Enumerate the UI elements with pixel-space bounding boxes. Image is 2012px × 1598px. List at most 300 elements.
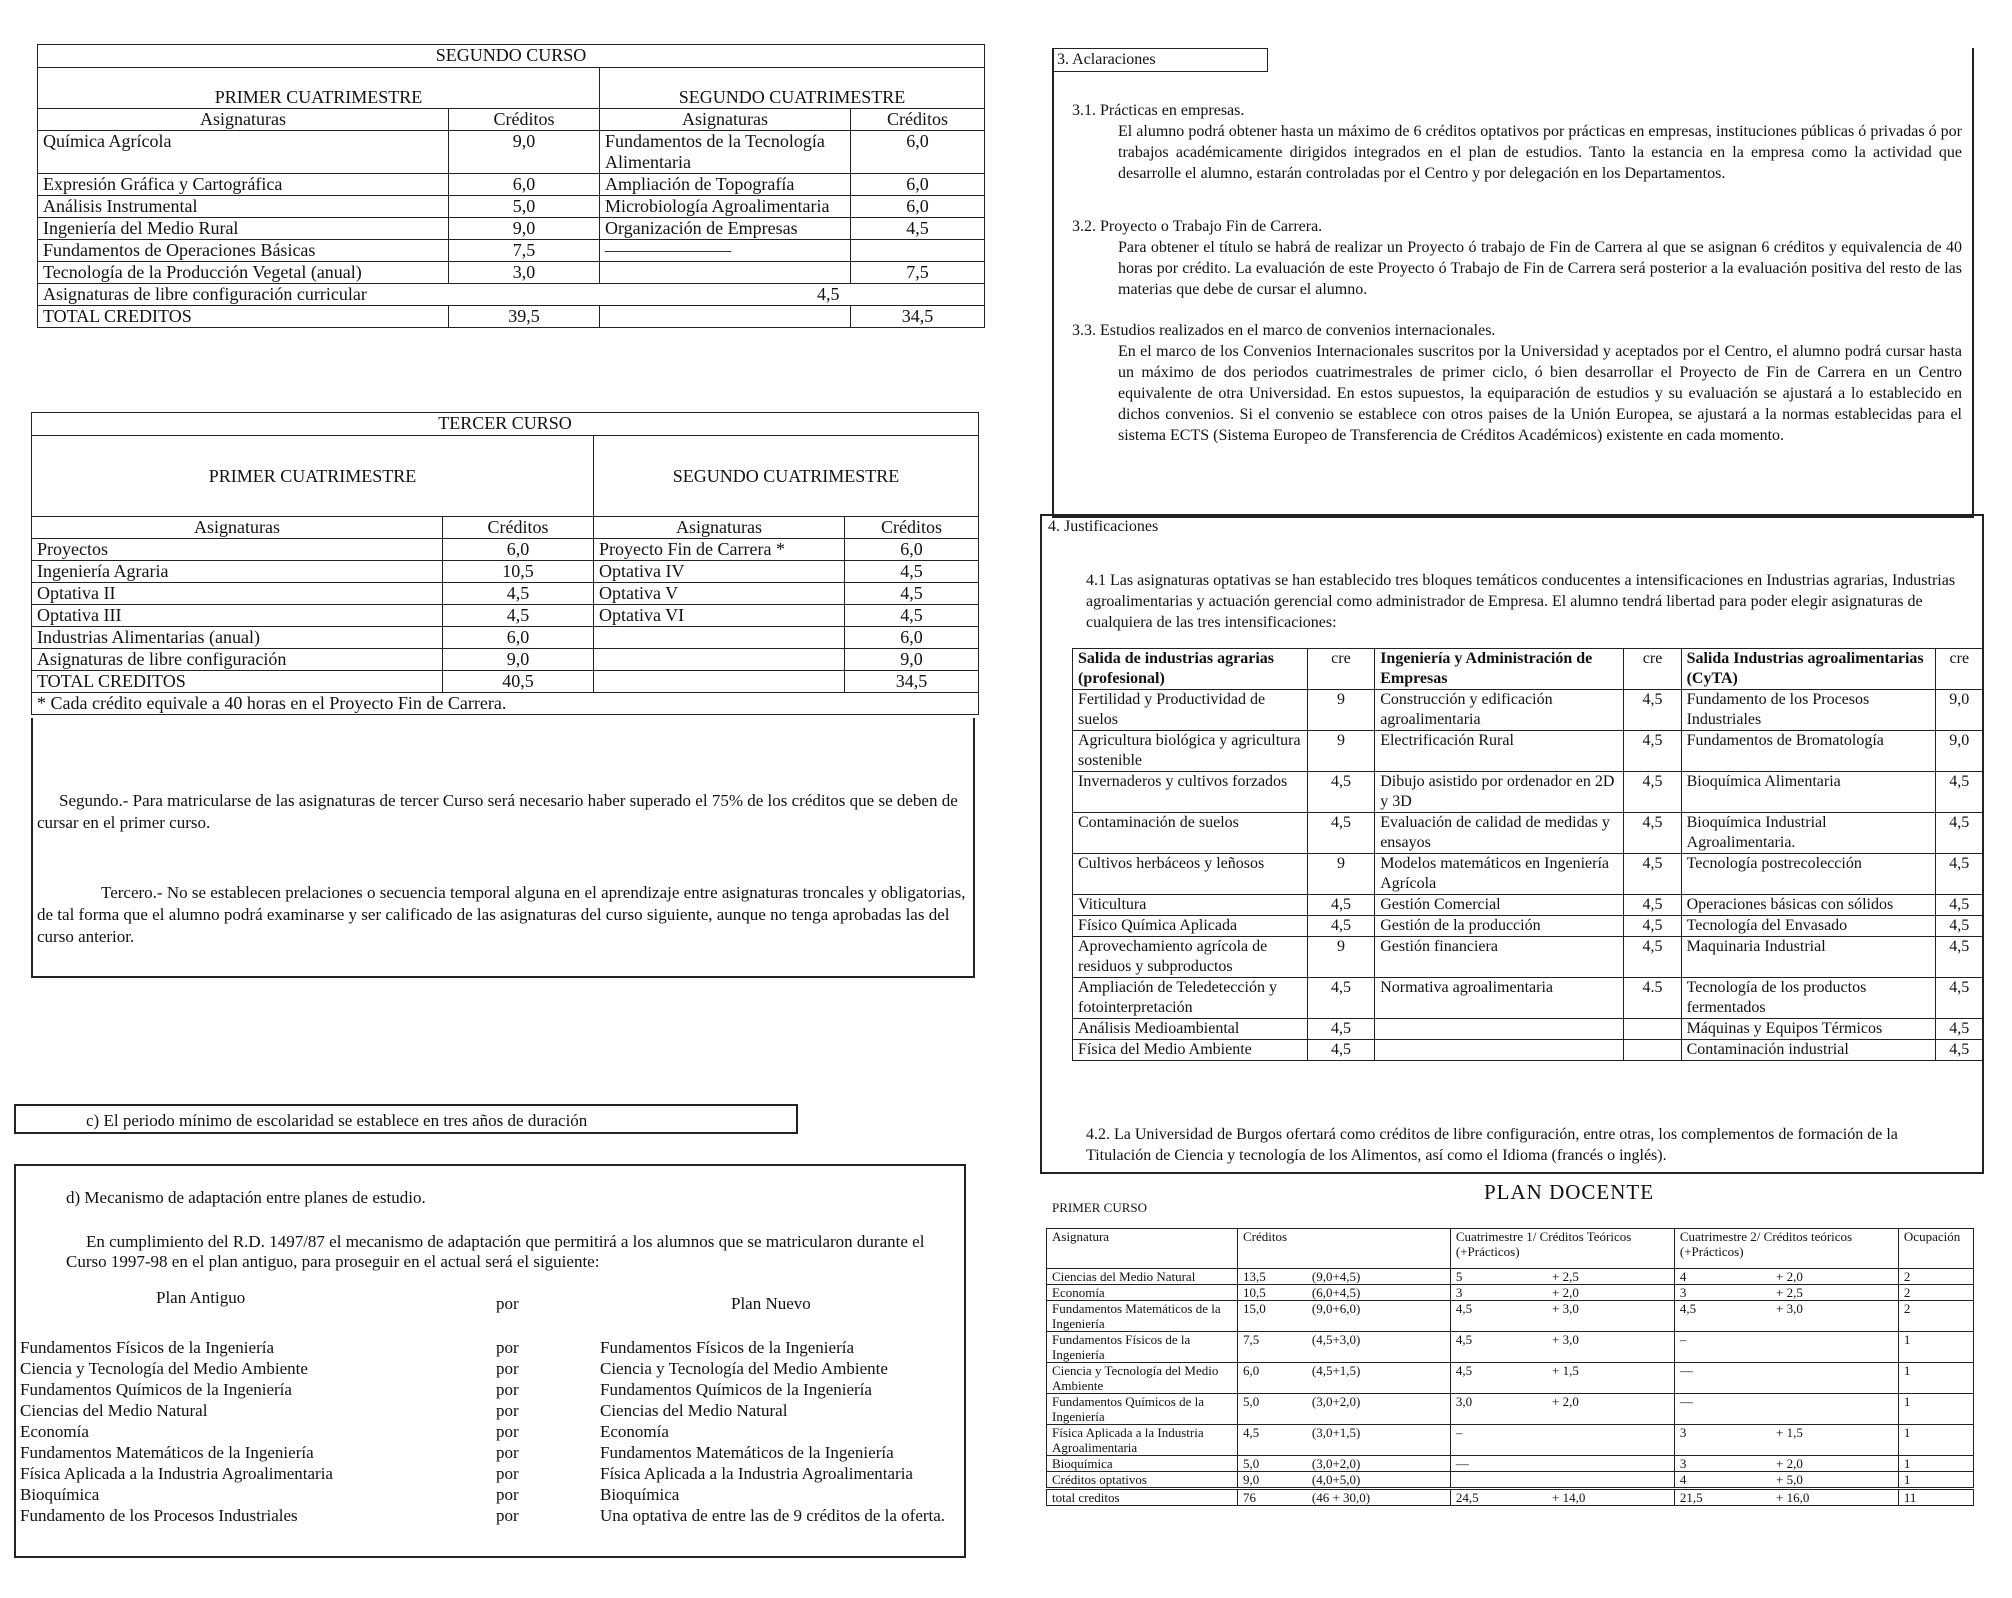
subject-credits: 4,5 — [851, 218, 985, 240]
periodo-text: c) El periodo mínimo de escolaridad se establece en tres años de duración — [86, 1111, 588, 1130]
subject-cell: Operaciones básicas con sólidos — [1681, 895, 1935, 916]
aclaracion-item — [1072, 216, 1962, 300]
aclaracion-body: Para obtener el título se habrá de realizar un Proyecto ó trabajo de Fin de Carrera al que se asignan 6 créditos y equivalencia de 40 horas por crédito. La evaluación de este Proyecto ó Trabajo de Fin de Carrera será posterior a la evaluación positiva del resto de las materias que debe de cursar el alumno. — [1118, 239, 1962, 298]
subject-name: Fundamentos de Operaciones Básicas — [38, 240, 449, 262]
segundo-paragraph: Segundo.- Para matricularse de las asignaturas de tercer Curso será necesario haber superado el 75% de los créditos que se deben de cursar en el primer curso. — [37, 791, 958, 832]
value-cell: 7,5 — [1238, 1332, 1307, 1363]
subject-name: Ingeniería Agraria — [32, 561, 443, 583]
aclaracion-body: En el marco de los Convenios Internacionales suscritos por la Universidad y aceptados por el Centro, el alumno podrá cursar hasta un máximo de dos periodos cuatrimestrales de primer ciclo, ó bien desarrollar el Proyecto de Fin de Carrera en un Centro equivalente de otra Universidad. En estos supuestos, la equiparación de estudios y su evaluación se ajustará a lo establecido en dichos convenios. Si el convenio se establece con otros paises de la Unión Europea, se ajustará a la normas establecidas para el sistema ECTS (Sistema Europeo de Transferencia de Créditos Académicos) existente en cada momento. — [1118, 343, 1962, 444]
subject-name: Optativa III — [32, 605, 443, 627]
segundo-left-head: PRIMER CUATRIMESTRE — [38, 68, 600, 109]
value-cell: + 2,0 — [1547, 1394, 1674, 1425]
value-cell: 1 — [1898, 1394, 1973, 1425]
value-cell — [1547, 1425, 1674, 1456]
plan-antiguo-item: Ciencia y Tecnología del Medio Ambiente — [20, 1359, 308, 1378]
value-cell: (3,0+2,0) — [1307, 1394, 1451, 1425]
value-cell: — — [1450, 1456, 1547, 1472]
value-cell: 15,0 — [1238, 1301, 1307, 1332]
value-cell: (4,5+3,0) — [1307, 1332, 1451, 1363]
table-row — [1047, 1269, 1974, 1285]
table-row — [38, 262, 985, 284]
credit-cell: 4,5 — [1307, 895, 1375, 916]
value-cell: (4,5+1,5) — [1307, 1363, 1451, 1394]
table-row — [1073, 772, 1984, 813]
table-row — [1047, 1301, 1974, 1332]
subject-cell: Maquinaria Industrial — [1681, 937, 1935, 978]
subject-name: Química Agrícola — [38, 131, 449, 174]
subject-name: Asignaturas de libre configuración — [32, 649, 443, 671]
plan-nuevo-item: Fundamentos Físicos de la Ingeniería — [600, 1338, 855, 1357]
libre-row — [38, 284, 985, 306]
value-cell: 6,0 — [1238, 1363, 1307, 1394]
table-row — [1073, 690, 1984, 731]
value-cell: + 2,0 — [1771, 1456, 1898, 1472]
value-cell: 5 — [1450, 1269, 1547, 1285]
table-row — [38, 218, 985, 240]
value-cell — [1547, 1456, 1674, 1472]
list-item — [20, 1443, 960, 1464]
table-row — [32, 539, 979, 561]
subject-cell: Ampliación de Teledetección y fotointerpretación — [1073, 978, 1308, 1019]
credit-cell: 4,5 — [1935, 978, 1983, 1019]
value-cell: + 2,0 — [1771, 1269, 1898, 1285]
credit-cell: 4,5 — [1624, 854, 1681, 895]
credit-cell: 9 — [1307, 731, 1375, 772]
list-item — [20, 1338, 960, 1359]
subject-cell: Fundamentos Matemáticos de la Ingeniería — [1047, 1301, 1238, 1332]
credit-cell: 4,5 — [1935, 854, 1983, 895]
plan-nuevo-item: Fundamentos Químicos de la Ingeniería — [600, 1380, 872, 1399]
value-cell: 24,5 — [1450, 1489, 1547, 1506]
table-row — [38, 240, 985, 262]
subject-name: Ampliación de Topografía — [600, 174, 851, 196]
value-cell: + 1,5 — [1771, 1425, 1898, 1456]
value-cell — [1771, 1332, 1898, 1363]
value-cell: + 3,0 — [1771, 1301, 1898, 1332]
plan-docente-subtitle: PRIMER CURSO — [1052, 1200, 1147, 1215]
subject-credits: 6,0 — [851, 174, 985, 196]
value-cell: (6,0+4,5) — [1307, 1285, 1451, 1301]
subject-cell: Aprovechamiento agrícola de residuos y subproductos — [1073, 937, 1308, 978]
subject-cell: Contaminación industrial — [1681, 1040, 1935, 1061]
value-cell: (46 + 30,0) — [1307, 1489, 1451, 1506]
subject-name: Fundamentos de la Tecnología Alimentaria — [600, 131, 851, 174]
subject-name: Optativa VI — [594, 605, 845, 627]
column-header: Salida de industrias agrarias (profesional) — [1073, 649, 1308, 690]
credit-cell: 9 — [1307, 690, 1375, 731]
subject-cell: Construcción y edificación agroalimentaria — [1375, 690, 1624, 731]
justificaciones-intro: 4.1 Las asignaturas optativas se han establecido tres bloques temáticos conducentes a intensificaciones en Industrias agrarias, Industrias agroalimentarias y actuación gerencial como administrador de Empresa. El alumno tendrá libertad para poder elegir asignaturas de cualquiera de las tres intensificaciones: — [1086, 572, 1956, 631]
segundo-right-head: SEGUNDO CUATRIMESTRE — [600, 68, 985, 109]
plan-antiguo-item: Economía — [20, 1422, 89, 1441]
footnote: * Cada crédito equivale a 40 horas en el Proyecto Fin de Carrera. — [32, 693, 979, 715]
value-cell: 4,5 — [1450, 1332, 1547, 1363]
list-item — [20, 1359, 960, 1380]
value-cell: 1 — [1898, 1456, 1973, 1472]
value-cell: 11 — [1898, 1489, 1973, 1506]
table-row — [38, 196, 985, 218]
subject-cell: Gestión de la producción — [1375, 916, 1624, 937]
list-item — [20, 1464, 960, 1485]
credit-cell: 4,5 — [1935, 1019, 1983, 1040]
subject-cell: Economía — [1047, 1285, 1238, 1301]
value-cell: 3 — [1674, 1425, 1771, 1456]
subject-credits: 6,0 — [443, 539, 594, 561]
subject-cell: Contaminación de suelos — [1073, 813, 1308, 854]
table-row — [1073, 937, 1984, 978]
list-item — [20, 1422, 960, 1443]
subject-name: Optativa IV — [594, 561, 845, 583]
subject-cell: Máquinas y Equipos Térmicos — [1681, 1019, 1935, 1040]
value-cell: – — [1674, 1332, 1771, 1363]
subject-credits: 4,5 — [443, 583, 594, 605]
subject-credits: 6,0 — [845, 539, 979, 561]
plan-antiguo-item: Ciencias del Medio Natural — [20, 1401, 208, 1420]
subject-name: Optativa V — [594, 583, 845, 605]
table-row — [1047, 1332, 1974, 1363]
aclaraciones-title: 3. Aclaraciones — [1052, 48, 1268, 72]
value-cell — [1547, 1472, 1674, 1489]
subject-cell: Fundamentos Químicos de la Ingeniería — [1047, 1394, 1238, 1425]
table-row — [1073, 978, 1984, 1019]
subject-cell: Agricultura biológica y agricultura sostenible — [1073, 731, 1308, 772]
table-row — [1073, 916, 1984, 937]
credit-cell: 4,5 — [1307, 813, 1375, 854]
subject-credits: 4,5 — [845, 561, 979, 583]
segundo-curso-title: SEGUNDO CURSO — [38, 45, 985, 68]
col-asignaturas: Asignaturas — [32, 517, 443, 539]
value-cell: 2 — [1898, 1269, 1973, 1285]
subject-name — [594, 627, 845, 649]
value-cell: + 3,0 — [1547, 1332, 1674, 1363]
subject-credits: 9,0 — [443, 649, 594, 671]
credit-cell: 4,5 — [1935, 1040, 1983, 1061]
value-cell: — — [1674, 1363, 1771, 1394]
total-right: 34,5 — [851, 306, 985, 328]
aclaracion-heading: 3.3. Estudios realizados en el marco de convenios internacionales. — [1072, 322, 1496, 339]
subject-cell: Análisis Medioambiental — [1073, 1019, 1308, 1040]
plan-antiguo-item: Fundamento de los Procesos Industriales — [20, 1506, 298, 1525]
credit-cell: 4,5 — [1307, 1019, 1375, 1040]
subject-cell: Física del Medio Ambiente — [1073, 1040, 1308, 1061]
value-cell: 4 — [1674, 1269, 1771, 1285]
subject-cell — [1375, 1019, 1624, 1040]
subject-cell: Físico Química Aplicada — [1073, 916, 1308, 937]
table-row — [1047, 1285, 1974, 1301]
column-header: cre — [1624, 649, 1681, 690]
aclaraciones-section — [1052, 48, 1974, 518]
subject-credits: 7,5 — [851, 262, 985, 284]
col-creditos: Créditos — [845, 517, 979, 539]
aclaracion-body: El alumno podrá obtener hasta un máximo de 6 créditos optativos por prácticas en empresas, instituciones públicas ó privadas ó por trabajos académicamente dirigidos integrados en el plan de estudios. Tanto la estancia en la empresa como la actividad que desarrolle el alumno, estarán controladas por el Centro y por delegación en los Departamentos. — [1118, 123, 1962, 182]
plan-nuevo-item: Ciencias del Medio Natural — [600, 1401, 788, 1420]
subject-cell: total creditos — [1047, 1489, 1238, 1506]
subject-credits: 7,5 — [449, 240, 600, 262]
subject-cell: Fundamento de los Procesos Industriales — [1681, 690, 1935, 731]
por-label: por — [496, 1401, 519, 1420]
column-header: Asignatura — [1047, 1229, 1238, 1269]
subject-cell: Fertilidad y Productividad de suelos — [1073, 690, 1308, 731]
value-cell: 4,5 — [1238, 1425, 1307, 1456]
value-cell: 1 — [1898, 1363, 1973, 1394]
col-asignaturas: Asignaturas — [594, 517, 845, 539]
por-label: por — [496, 1506, 519, 1525]
credit-cell: 4,5 — [1624, 895, 1681, 916]
subject-cell: Bioquímica Alimentaria — [1681, 772, 1935, 813]
table-row — [32, 561, 979, 583]
value-cell: 5,0 — [1238, 1394, 1307, 1425]
value-cell: 1 — [1898, 1472, 1973, 1489]
credit-cell: 4.5 — [1624, 978, 1681, 1019]
tercer-right-head: SEGUNDO CUATRIMESTRE — [594, 436, 979, 517]
subject-credits: 34,5 — [845, 671, 979, 693]
plan-docente-table — [1046, 1228, 1974, 1506]
por-label: por — [496, 1443, 519, 1462]
value-cell — [1771, 1363, 1898, 1394]
credit-cell: 4,5 — [1624, 937, 1681, 978]
table-row — [32, 583, 979, 605]
subject-name: TOTAL CREDITOS — [32, 671, 443, 693]
column-header: cre — [1307, 649, 1375, 690]
credit-cell: 4,5 — [1935, 895, 1983, 916]
subject-credits: 5,0 — [449, 196, 600, 218]
value-cell: + 3,0 — [1547, 1301, 1674, 1332]
credit-cell: 4,5 — [1624, 772, 1681, 813]
plan-docente-title: PLAN DOCENTE — [1484, 1180, 1655, 1204]
table-row — [1047, 1472, 1974, 1489]
credit-cell: 4,5 — [1624, 916, 1681, 937]
subject-name: Análisis Instrumental — [38, 196, 449, 218]
segundo-curso-table — [37, 44, 985, 328]
value-cell: 4,5 — [1450, 1301, 1547, 1332]
value-cell: + 5,0 — [1771, 1472, 1898, 1489]
total-left: 39,5 — [449, 306, 600, 328]
credit-cell: 4,5 — [1935, 813, 1983, 854]
list-item — [20, 1485, 960, 1506]
column-header: cre — [1935, 649, 1983, 690]
subject-cell: Ciencias del Medio Natural — [1047, 1269, 1238, 1285]
subject-cell: Modelos matemáticos en Ingeniería Agrícola — [1375, 854, 1624, 895]
adaptacion-box — [14, 1164, 966, 1558]
subject-cell: Gestión Comercial — [1375, 895, 1624, 916]
list-item — [20, 1380, 960, 1401]
prelaciones-box — [31, 718, 975, 978]
value-cell: + 1,5 — [1547, 1363, 1674, 1394]
value-cell: 21,5 — [1674, 1489, 1771, 1506]
value-cell: (9,0+4,5) — [1307, 1269, 1451, 1285]
subject-credits: 9,0 — [845, 649, 979, 671]
tercer-left-head: PRIMER CUATRIMESTRE — [32, 436, 594, 517]
aclaracion-heading: 3.2. Proyecto o Trabajo Fin de Carrera. — [1072, 218, 1323, 235]
table-row — [1073, 731, 1984, 772]
subject-cell: Gestión financiera — [1375, 937, 1624, 978]
table-row — [1073, 813, 1984, 854]
subject-credits: 4,5 — [845, 605, 979, 627]
credit-cell: 9,0 — [1935, 690, 1983, 731]
subject-cell: Fundamentos Físicos de la Ingeniería — [1047, 1332, 1238, 1363]
value-cell: 76 — [1238, 1489, 1307, 1506]
plan-antiguo-item: Bioquímica — [20, 1485, 100, 1504]
credit-cell: 9 — [1307, 937, 1375, 978]
table-row — [1047, 1456, 1974, 1472]
subject-cell: Dibujo asistido por ordenador en 2D y 3D — [1375, 772, 1624, 813]
subject-cell: Evaluación de calidad de medidas y ensayos — [1375, 813, 1624, 854]
subject-cell: Invernaderos y cultivos forzados — [1073, 772, 1308, 813]
head-plan-antiguo: Plan Antiguo — [156, 1288, 246, 1307]
adaptacion-title: d) Mecanismo de adaptación entre planes de estudio. — [66, 1188, 426, 1207]
plan-antiguo-item: Fundamentos Químicos de la Ingeniería — [20, 1380, 292, 1399]
subject-cell: Fundamentos de Bromatología — [1681, 731, 1935, 772]
credit-cell: 4,5 — [1935, 916, 1983, 937]
credit-cell: 4,5 — [1624, 813, 1681, 854]
subject-credits: 6,0 — [851, 131, 985, 174]
libre-label: Asignaturas de libre configuración curricular — [43, 284, 367, 304]
credit-cell: 4,5 — [1624, 690, 1681, 731]
col-creditos: Créditos — [443, 517, 594, 539]
value-cell: 4,5 — [1450, 1363, 1547, 1394]
plan-nuevo-item: Fundamentos Matemáticos de la Ingeniería — [600, 1443, 894, 1462]
total-label: TOTAL CREDITOS — [38, 306, 449, 328]
value-cell: — — [1674, 1394, 1771, 1425]
subject-name: Ingeniería del Medio Rural — [38, 218, 449, 240]
value-cell: + 2,5 — [1547, 1269, 1674, 1285]
subject-credits: 6,0 — [449, 174, 600, 196]
col-asignaturas: Asignaturas — [38, 109, 449, 131]
value-cell: (3,0+1,5) — [1307, 1425, 1451, 1456]
adaptacion-intro: En cumplimiento del R.D. 1497/87 el mecanismo de adaptación que permitirá a los alumnos que se matricularon durante el Curso 1997-98 en el plan antiguo, para proseguir en el actual será el siguiente: — [66, 1232, 925, 1271]
subject-cell: Electrificación Rural — [1375, 731, 1624, 772]
subject-cell: Ciencia y Tecnología del Medio Ambiente — [1047, 1363, 1238, 1394]
libre-value: 4,5 — [817, 284, 840, 304]
column-header: Cuatrimestre 1/ Créditos Teóricos (+Prácticos) — [1450, 1229, 1674, 1269]
list-item — [20, 1401, 960, 1422]
subject-name: Organización de Empresas — [600, 218, 851, 240]
table-row — [32, 649, 979, 671]
subject-name — [594, 671, 845, 693]
table-row — [32, 627, 979, 649]
subject-name: Tecnología de la Producción Vegetal (anual) — [38, 262, 449, 284]
subject-credits: 3,0 — [449, 262, 600, 284]
plan-nuevo-item: Una optativa de entre las de 9 créditos de la oferta. — [600, 1506, 946, 1525]
justificaciones-section — [1040, 514, 1984, 1174]
por-label: por — [496, 1485, 519, 1504]
aclaracion-item — [1072, 320, 1962, 446]
value-cell: + 2,0 — [1547, 1285, 1674, 1301]
subject-credits: 4,5 — [845, 583, 979, 605]
value-cell: 2 — [1898, 1285, 1973, 1301]
table-row — [1047, 1363, 1974, 1394]
plan-antiguo-item: Física Aplicada a la Industria Agroalimentaria — [20, 1464, 333, 1483]
subject-cell: Tecnología postrecolección — [1681, 854, 1935, 895]
value-cell: 3,0 — [1450, 1394, 1547, 1425]
subject-name: Proyectos — [32, 539, 443, 561]
value-cell: 1 — [1898, 1332, 1973, 1363]
subject-credits: 6,0 — [845, 627, 979, 649]
subject-cell — [1375, 1040, 1624, 1061]
subject-credits: 6,0 — [443, 627, 594, 649]
col-creditos: Créditos — [851, 109, 985, 131]
table-row — [1073, 1040, 1984, 1061]
head-plan-nuevo: Plan Nuevo — [731, 1294, 811, 1313]
credit-cell: 4,5 — [1935, 772, 1983, 813]
col-creditos: Créditos — [449, 109, 600, 131]
credit-cell: 4,5 — [1307, 772, 1375, 813]
value-cell: 2 — [1898, 1301, 1973, 1332]
table-row — [38, 174, 985, 196]
subject-cell: Bioquímica — [1047, 1456, 1238, 1472]
col-asignaturas: Asignaturas — [600, 109, 851, 131]
subject-name: ——————— — [600, 240, 851, 262]
column-header: Ingeniería y Administración de Empresas — [1375, 649, 1624, 690]
credit-cell: 9,0 — [1935, 731, 1983, 772]
credit-cell — [1624, 1040, 1681, 1061]
tercer-curso-table — [31, 412, 979, 715]
table-row — [38, 131, 985, 174]
subject-name: Expresión Gráfica y Cartográfica — [38, 174, 449, 196]
value-cell: (4,0+5,0) — [1307, 1472, 1451, 1489]
credit-cell: 4,5 — [1307, 1040, 1375, 1061]
justificaciones-note: 4.2. La Universidad de Burgos ofertará como créditos de libre configuración, entre otras, los complementos de formación de la Titulación de Ciencia y tecnología de los Alimentos, así como el Idioma (francés o inglés). — [1086, 1126, 1898, 1164]
subject-name: Industrias Alimentarias (anual) — [32, 627, 443, 649]
head-por: por — [496, 1294, 519, 1313]
value-cell: 1 — [1898, 1425, 1973, 1456]
aclaracion-item — [1072, 100, 1962, 184]
subject-credits: 4,5 — [443, 605, 594, 627]
value-cell: + 16,0 — [1771, 1489, 1898, 1506]
table-row — [1073, 1019, 1984, 1040]
table-row — [32, 671, 979, 693]
credit-cell: 4,5 — [1307, 916, 1375, 937]
subject-cell: Cultivos herbáceos y leñosos — [1073, 854, 1308, 895]
por-label: por — [496, 1464, 519, 1483]
subject-credits: 40,5 — [443, 671, 594, 693]
value-cell: 4 — [1674, 1472, 1771, 1489]
value-cell — [1450, 1472, 1547, 1489]
subject-credits: 9,0 — [449, 131, 600, 174]
por-label: por — [496, 1380, 519, 1399]
value-cell: 9,0 — [1238, 1472, 1307, 1489]
value-cell: 13,5 — [1238, 1269, 1307, 1285]
por-label: por — [496, 1338, 519, 1357]
credit-cell: 4,5 — [1307, 978, 1375, 1019]
subject-cell: Normativa agroalimentaria — [1375, 978, 1624, 1019]
tercer-curso-title: TERCER CURSO — [32, 413, 979, 436]
subject-name: Proyecto Fin de Carrera * — [594, 539, 845, 561]
table-row — [32, 605, 979, 627]
table-row — [1047, 1489, 1974, 1506]
column-header: Ocupación — [1898, 1229, 1973, 1269]
table-row — [1073, 854, 1984, 895]
value-cell: (3,0+2,0) — [1307, 1456, 1451, 1472]
subject-credits: 6,0 — [851, 196, 985, 218]
credit-cell: 9 — [1307, 854, 1375, 895]
aclaracion-heading: 3.1. Prácticas en empresas. — [1072, 102, 1245, 119]
credit-cell: 4,5 — [1624, 731, 1681, 772]
table-row — [1073, 895, 1984, 916]
plan-antiguo-item: Fundamentos Matemáticos de la Ingeniería — [20, 1443, 314, 1462]
subject-cell: Créditos optativos — [1047, 1472, 1238, 1489]
plan-nuevo-item: Bioquímica — [600, 1485, 680, 1504]
subject-credits: 10,5 — [443, 561, 594, 583]
subject-name: Optativa II — [32, 583, 443, 605]
por-label: por — [496, 1359, 519, 1378]
value-cell: 3 — [1674, 1456, 1771, 1472]
table-row — [1047, 1425, 1974, 1456]
subject-credits: 9,0 — [449, 218, 600, 240]
justificaciones-title: 4. Justificaciones — [1048, 518, 1159, 535]
por-label: por — [496, 1422, 519, 1441]
value-cell: 3 — [1450, 1285, 1547, 1301]
